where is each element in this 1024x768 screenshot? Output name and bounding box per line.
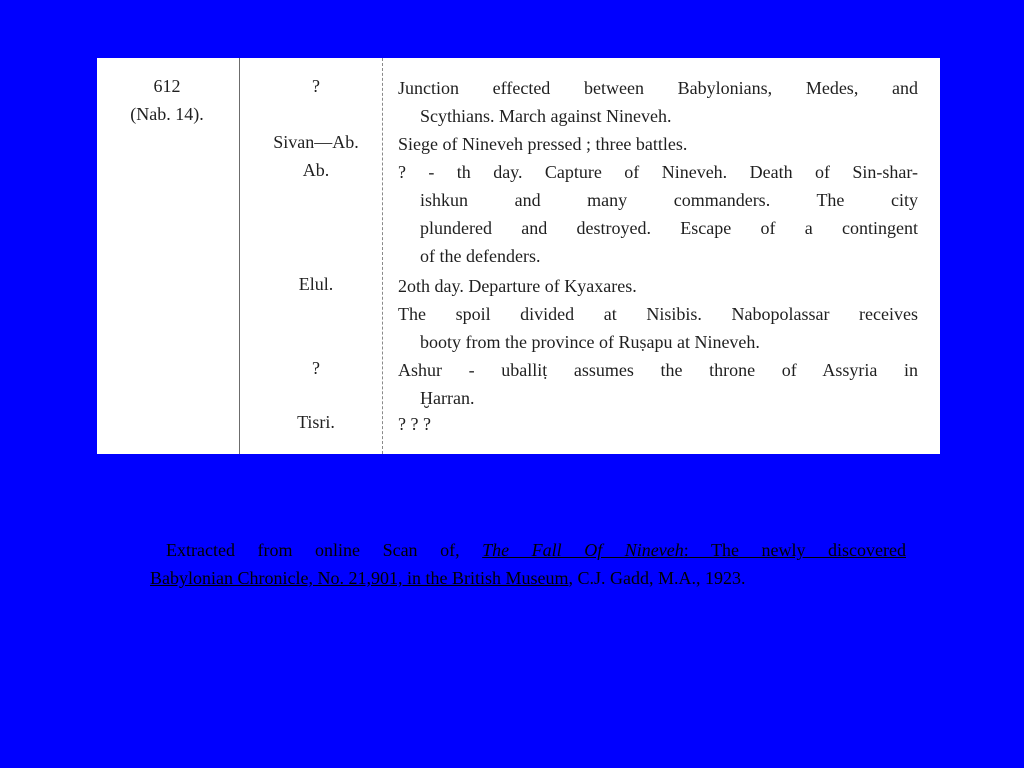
month-label: Elul. — [298, 274, 334, 294]
year-label: 612 — [153, 76, 181, 96]
column-divider — [239, 58, 240, 454]
entry-line: Junction effected between Babylonians, Medes, and — [398, 78, 918, 98]
source-title-link[interactable]: The Fall Of Nineveh — [482, 540, 684, 560]
entry-line: 2oth day. Departure of Kyaxares. — [398, 276, 637, 296]
entry-line: booty from the province of Ruṣapu at Nineveh. — [420, 332, 760, 352]
chronicle-entry — [398, 300, 918, 356]
column-divider — [382, 58, 383, 454]
source-subtitle-link[interactable]: : The newly discovered — [683, 540, 906, 560]
chronicle-scan-image — [97, 58, 940, 454]
caption-line — [150, 536, 906, 564]
entry-line: ? - th day. Capture of Nineveh. Death of Sin-shar- — [398, 162, 918, 182]
month-label: Sivan—Ab. — [273, 132, 359, 152]
chronicle-entry — [398, 130, 918, 158]
entry-line: Ashur - uballiṭ assumes the throne of Assyria in — [398, 360, 918, 380]
chronicle-entry — [398, 158, 918, 270]
chronicle-entry — [398, 272, 918, 300]
chronicle-entry — [398, 356, 918, 412]
chronicle-entry — [398, 74, 918, 130]
caption-line — [150, 564, 906, 592]
entry-line: of the defenders. — [420, 246, 541, 266]
regnal-year-label: (Nab. 14). — [130, 104, 204, 124]
caption-suffix: , C.J. Gadd, M.A., 1923. — [568, 568, 746, 588]
entry-line: Ḫarran. — [420, 388, 475, 408]
month-label: ? — [312, 76, 320, 96]
month-label: Ab. — [302, 160, 330, 180]
month-label: ? — [312, 358, 320, 378]
entry-line: Scythians. March against Nineveh. — [420, 106, 672, 126]
entry-line: ishkun and many commanders. The city — [420, 190, 918, 210]
entry-line: Siege of Nineveh pressed ; three battles. — [398, 134, 688, 154]
entry-line: ? ? ? — [398, 414, 431, 434]
entry-line: The spoil divided at Nisibis. Nabopolassar receives — [398, 304, 918, 324]
source-caption — [150, 536, 906, 592]
chronicle-entry — [398, 410, 918, 438]
month-label: Tisri. — [297, 412, 335, 432]
entry-line: plundered and destroyed. Escape of a contingent — [420, 218, 918, 238]
caption-prefix: Extracted from online Scan of, — [166, 540, 460, 560]
source-subtitle-link[interactable]: Babylonian Chronicle, No. 21,901, in the British Museum — [150, 568, 569, 588]
